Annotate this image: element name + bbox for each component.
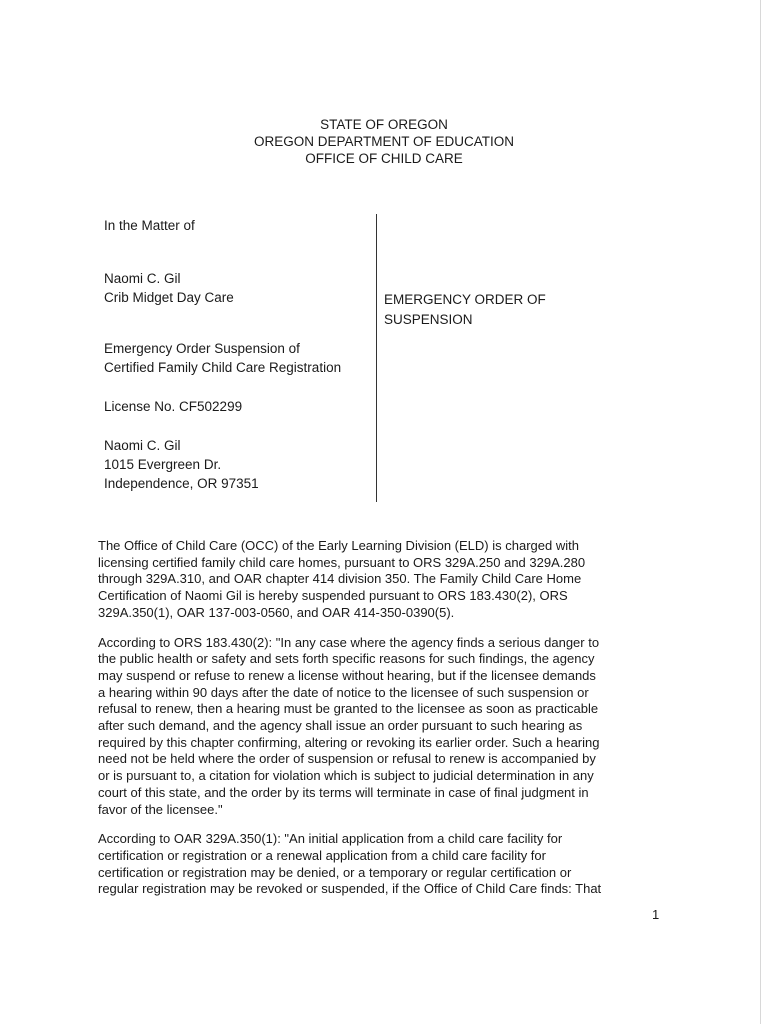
header-line-office: OFFICE OF CHILD CARE (305, 151, 463, 166)
text-line: Certification of Naomi Gil is hereby suspended pursuant to ORS 183.430(2), ORS (98, 588, 568, 604)
header-line-state: STATE OF OREGON (320, 117, 448, 132)
license-number: License No. CF502299 (104, 399, 243, 414)
address-street: 1015 Evergreen Dr. (104, 457, 222, 472)
case-caption-right (384, 290, 604, 330)
business-name: Crib Midget Day Care (104, 290, 234, 305)
text-line: refusal to renew, then a hearing must be granted to the licensee as soon as practicable (98, 701, 599, 717)
text-line: licensing certified family child care homes, pursuant to ORS 329A.250 and 329A.280 (98, 554, 586, 570)
text-line: According to ORS 183.430(2): "In any case where the agency finds a serious danger to (98, 634, 600, 650)
text-line: need not be held where the order of suspension or refusal to renew is accompanied by (98, 751, 596, 767)
text-line: 329A.350(1), OAR 137-003-0560, and OAR 414-350-0390(5). (98, 604, 455, 620)
text-line: a hearing within 90 days after the date of notice to the licensee of such suspension or (98, 684, 589, 700)
text-line: after such demand, and the agency shall issue an order pursuant to such hearing as (98, 718, 583, 734)
in-matter-label: In the Matter of (104, 218, 195, 233)
case-caption-left (104, 216, 366, 493)
address-name: Naomi C. Gil (104, 438, 181, 453)
address-city: Independence, OR 97351 (104, 476, 259, 491)
text-line: certification or registration may be denied, or a temporary or regular certification or (98, 864, 572, 880)
paragraph-ors-quote (98, 635, 668, 819)
text-line: favor of the licensee." (98, 801, 223, 817)
text-line: court of this state, and the order by its terms will terminate in case of final judgment in (98, 784, 589, 800)
text-line: The Office of Child Care (OCC) of the Early Learning Division (ELD) is charged with (98, 538, 579, 553)
text-line: may suspend or refuse to renew a license without hearing, but if the licensee demands (98, 667, 596, 683)
text-line: or is pursuant to, a citation for violation which is subject to judicial determination in any (98, 768, 594, 784)
paragraph-oar-quote (98, 831, 668, 898)
document-header (0, 116, 768, 167)
respondent-name: Naomi C. Gil (104, 271, 181, 286)
order-type-line-1: Emergency Order Suspension of (104, 341, 300, 356)
text-line: required by this chapter confirming, altering or revoking its earlier order. Such a hearing (98, 734, 600, 750)
page-number: 1 (652, 907, 660, 922)
header-line-department: OREGON DEPARTMENT OF EDUCATION (253, 134, 515, 149)
text-line: the public health or safety and sets forth specific reasons for such findings, the agency (98, 651, 595, 667)
order-title-line-2: SUSPENSION (384, 312, 473, 327)
text-line: According to OAR 329A.350(1): "An initial application from a child care facility for (98, 831, 563, 847)
text-line: certification or registration or a renewal application from a child care facility for (98, 847, 546, 863)
paragraph-jurisdiction (98, 538, 668, 622)
caption-divider (376, 214, 377, 502)
text-line: through 329A.310, and OAR chapter 414 division 350. The Family Child Care Home (98, 571, 582, 587)
order-type-line-2: Certified Family Child Care Registration (104, 360, 342, 375)
document-body (98, 538, 668, 911)
order-title-line-1: EMERGENCY ORDER OF (384, 292, 546, 307)
text-line: regular registration may be revoked or suspended, if the Office of Child Care finds: That (98, 881, 602, 897)
